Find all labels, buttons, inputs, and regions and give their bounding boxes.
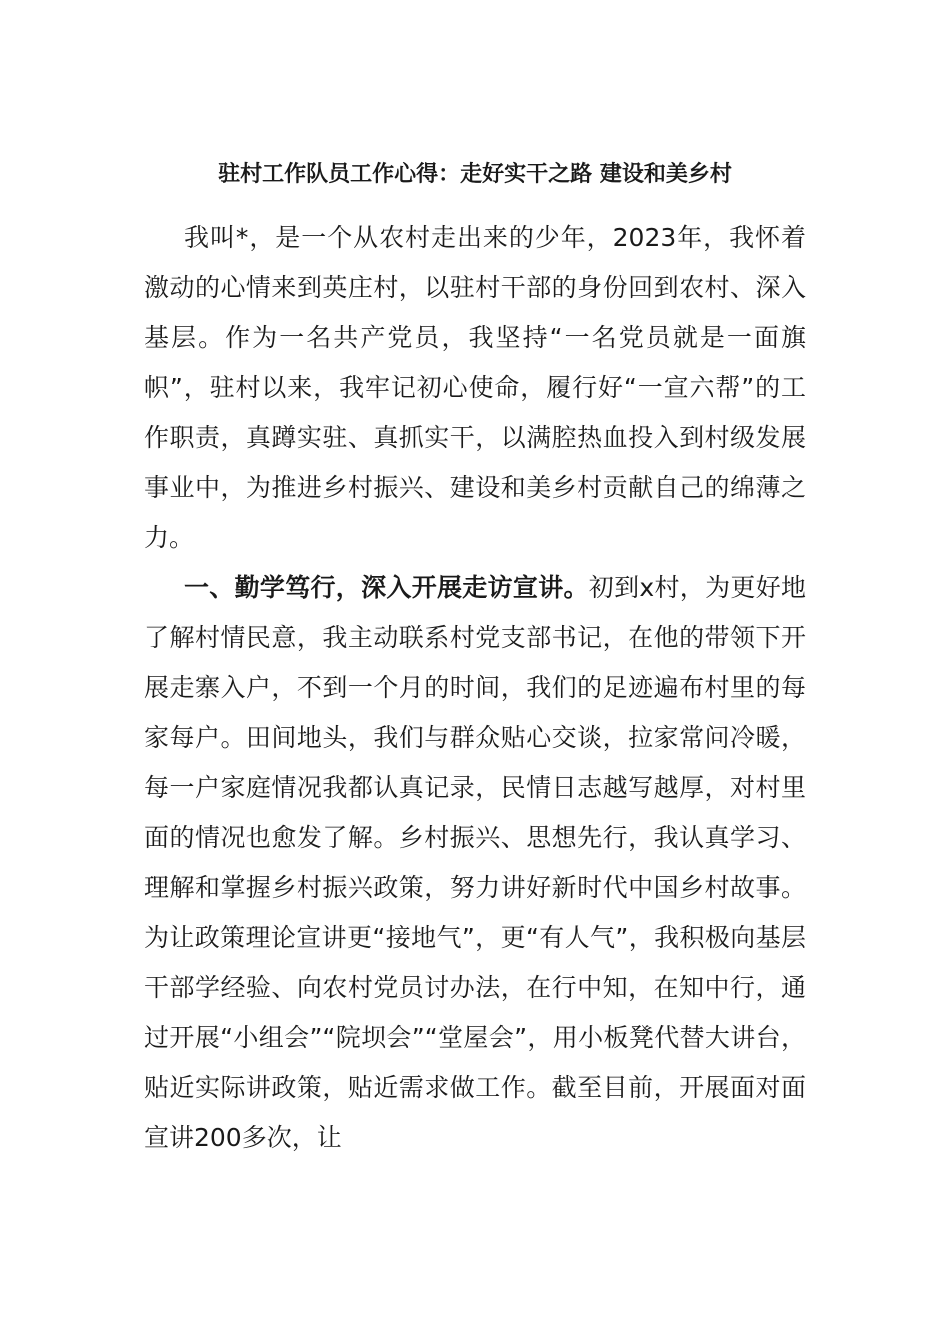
paragraph-text: 我叫*，是一个从农村走出来的少年，2023年，我怀着激动的心情来到英庄村，以驻村干部的身份回到农村、深入基层。作为一名共产党员，我坚持“一名党员就是一面旗帜”，驻村以来，我牢记初心使命，履行好“一宣六帮”的工作职责，真蹲实驻、真抓实干，以满腔热血投入到村级发展事业中，为推进乡村振兴、建设和美乡村贡献自己的绵薄之力。 bbox=[144, 223, 806, 552]
document-body bbox=[144, 213, 806, 1163]
document-title: 驻村工作队员工作心得：走好实干之路 建设和美乡村 bbox=[218, 162, 732, 187]
intro-paragraph bbox=[144, 213, 806, 563]
section-heading: 一、勤学笃行，深入开展走访宣讲。 bbox=[184, 573, 589, 602]
section-one-paragraph bbox=[144, 563, 806, 1163]
paragraph-text: 初到x村，为更好地了解村情民意，我主动联系村党支部书记，在他的带领下开展走寨入户，不到一个月的时间，我们的足迹遍布村里的每家每户。田间地头，我们与群众贴心交谈，拉家常问冷暖，每一户家庭情况我都认真记录，民情日志越写越厚，对村里面的情况也愈发了解。乡村振兴、思想先行，我认真学习、理解和掌握乡村振兴政策，努力讲好新时代中国乡村故事。为让政策理论宣讲更“接地气”，更“有人气”，我积极向基层干部学经验、向农村党员讨办法，在行中知，在知中行，通过开展“小组会”“院坝会”“堂屋会”，用小板凳代替大讲台，贴近实际讲政策，贴近需求做工作。截至目前，开展面对面宣讲200多次，让 bbox=[144, 573, 806, 1152]
